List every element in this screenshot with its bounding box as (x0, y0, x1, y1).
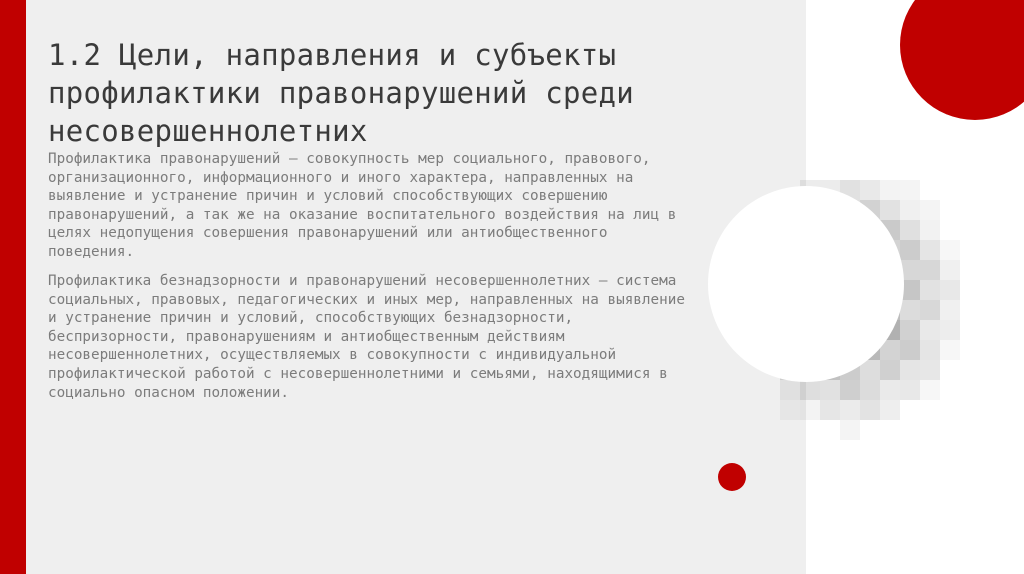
shadow-pixel (920, 280, 940, 300)
shadow-pixel (900, 360, 920, 380)
shadow-pixel (920, 300, 940, 320)
shadow-pixel (880, 380, 900, 400)
shadow-pixel (920, 380, 940, 400)
shadow-pixel (820, 400, 840, 420)
shadow-pixel (900, 380, 920, 400)
shadow-pixel (860, 380, 880, 400)
shadow-pixel (920, 220, 940, 240)
shadow-pixel (780, 380, 800, 400)
shadow-pixel (920, 320, 940, 340)
shadow-pixel (860, 400, 880, 420)
shadow-pixel (900, 240, 920, 260)
left-accent-bar (0, 0, 26, 574)
shadow-pixel (940, 300, 960, 320)
shadow-pixel (900, 320, 920, 340)
shadow-pixel (880, 360, 900, 380)
shadow-pixel (940, 260, 960, 280)
shadow-pixel (940, 320, 960, 340)
shadow-pixel (880, 200, 900, 220)
shadow-pixel (900, 200, 920, 220)
shadow-pixel (800, 380, 820, 400)
shadow-pixel (920, 340, 940, 360)
shadow-pixel (920, 240, 940, 260)
shadow-pixel (920, 260, 940, 280)
shadow-pixel (840, 400, 860, 420)
shadow-pixel (940, 340, 960, 360)
shadow-pixel (900, 340, 920, 360)
shadow-pixel (840, 420, 860, 440)
shadow-pixel (940, 240, 960, 260)
decorative-red-circle-large (900, 0, 1024, 120)
shadow-pixel (900, 180, 920, 200)
shadow-pixel (900, 220, 920, 240)
shadow-pixel (820, 380, 840, 400)
decorative-white-circle (708, 186, 904, 382)
shadow-pixel (900, 300, 920, 320)
shadow-pixel (860, 180, 880, 200)
shadow-pixel (880, 400, 900, 420)
shadow-pixel (920, 200, 940, 220)
shadow-pixel (800, 400, 820, 420)
definition-paragraph-1: Профилактика правонарушений – совокупность мер социального, правового, организационного, информационного и иного характера, направленных на выявление и устранение причин и условий способствующих совершению правонарушений, а так же на оказание воспитательного воздействия на лиц в целях недопущения совершения правонарушений или антиобщественного поведения. (48, 151, 677, 260)
definition-paragraph-2: Профилактика безнадзорности и правонарушений несовершеннолетних – система социальных, правовых, педагогических и иных мер, направленных на выявление и устранение причин и условий, способствующих безнадзорности, беспризорности, правонарушениям и антиобщественным действиям несовершеннолетних, осуществляемых в совокупности с индивидуальной профилактической работой с несовершеннолетними и семьями, находящимися в социально опасном положении. (48, 273, 685, 401)
shadow-pixel (920, 360, 940, 380)
shadow-pixel (840, 380, 860, 400)
shadow-pixel (880, 180, 900, 200)
shadow-pixel (780, 400, 800, 420)
slide-title: 1.2 Цели, направления и субъекты профилактики правонарушений среди несовершеннолетних (48, 38, 635, 148)
decorative-red-circle-small (718, 463, 746, 491)
shadow-pixel (940, 280, 960, 300)
